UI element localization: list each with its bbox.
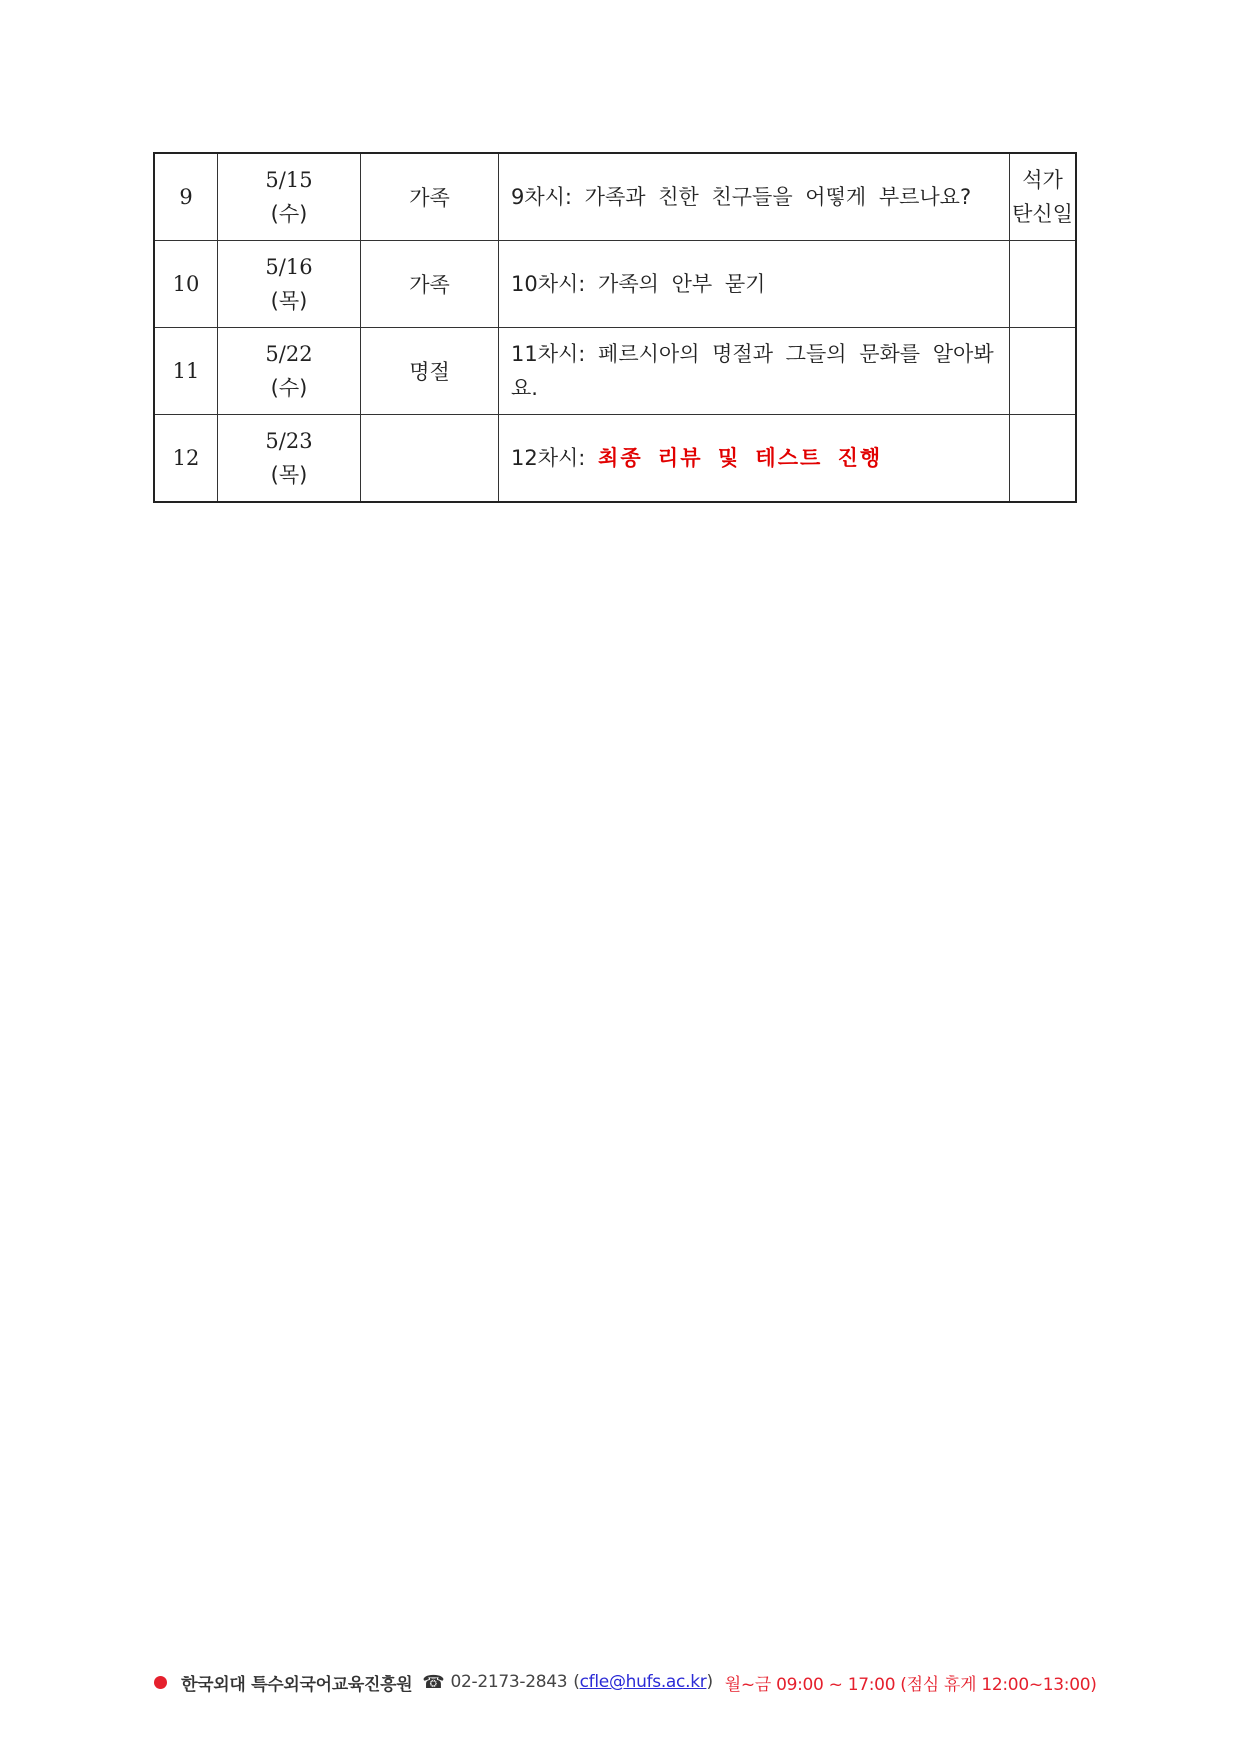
session-topic: 가족 bbox=[361, 153, 499, 241]
session-topic: 가족 bbox=[361, 241, 499, 328]
email-link[interactable]: cfle@hufs.ac.kr bbox=[579, 1672, 707, 1692]
content-prefix: 12차시: bbox=[511, 446, 599, 470]
paren-close: ) bbox=[706, 1672, 713, 1692]
phone-number: 02-2173-2843 bbox=[450, 1672, 568, 1692]
session-number: 11 bbox=[154, 328, 218, 415]
note-line: 탄신일 bbox=[1012, 202, 1073, 226]
schedule-table bbox=[153, 152, 1077, 503]
date-text: 5/23 bbox=[265, 429, 313, 453]
weekday-text: (수) bbox=[270, 202, 308, 226]
session-date bbox=[218, 153, 361, 241]
session-date bbox=[218, 241, 361, 328]
date-text: 5/16 bbox=[265, 255, 313, 279]
session-note bbox=[1010, 153, 1077, 241]
date-text: 5/15 bbox=[265, 168, 313, 192]
session-note bbox=[1010, 415, 1077, 503]
weekday-text: (수) bbox=[270, 376, 308, 400]
session-topic bbox=[361, 415, 499, 503]
telephone-icon: ☎ bbox=[422, 1671, 445, 1693]
paren-open: ( bbox=[573, 1672, 580, 1692]
session-topic: 명절 bbox=[361, 328, 499, 415]
session-date bbox=[218, 415, 361, 503]
weekday-text: (목) bbox=[270, 463, 308, 487]
session-content bbox=[499, 415, 1010, 503]
session-note bbox=[1010, 328, 1077, 415]
session-content: 11차시: 페르시아의 명절과 그들의 문화를 알아봐요. bbox=[499, 328, 1010, 415]
session-content: 9차시: 가족과 친한 친구들을 어떻게 부르나요? bbox=[499, 153, 1010, 241]
table-row bbox=[154, 241, 1076, 328]
organization-name: 한국외대 특수외국어교육진흥원 bbox=[181, 1674, 413, 1695]
office-hours: 월~금 09:00 ~ 17:00 (점심 휴게 12:00~13:00) bbox=[724, 1674, 1097, 1695]
bullet-icon bbox=[154, 1676, 167, 1689]
session-content: 10차시: 가족의 안부 묻기 bbox=[499, 241, 1010, 328]
weekday-text: (목) bbox=[270, 289, 308, 313]
date-text: 5/22 bbox=[265, 342, 313, 366]
session-number: 12 bbox=[154, 415, 218, 503]
session-number: 10 bbox=[154, 241, 218, 328]
session-date bbox=[218, 328, 361, 415]
table-row bbox=[154, 153, 1076, 241]
content-highlight: 최종 리뷰 및 테스트 진행 bbox=[598, 446, 883, 470]
table-row bbox=[154, 415, 1076, 503]
session-note bbox=[1010, 241, 1077, 328]
session-number: 9 bbox=[154, 153, 218, 241]
table-row bbox=[154, 328, 1076, 415]
note-line: 석가 bbox=[1022, 168, 1063, 192]
page-footer bbox=[154, 1667, 1234, 1697]
